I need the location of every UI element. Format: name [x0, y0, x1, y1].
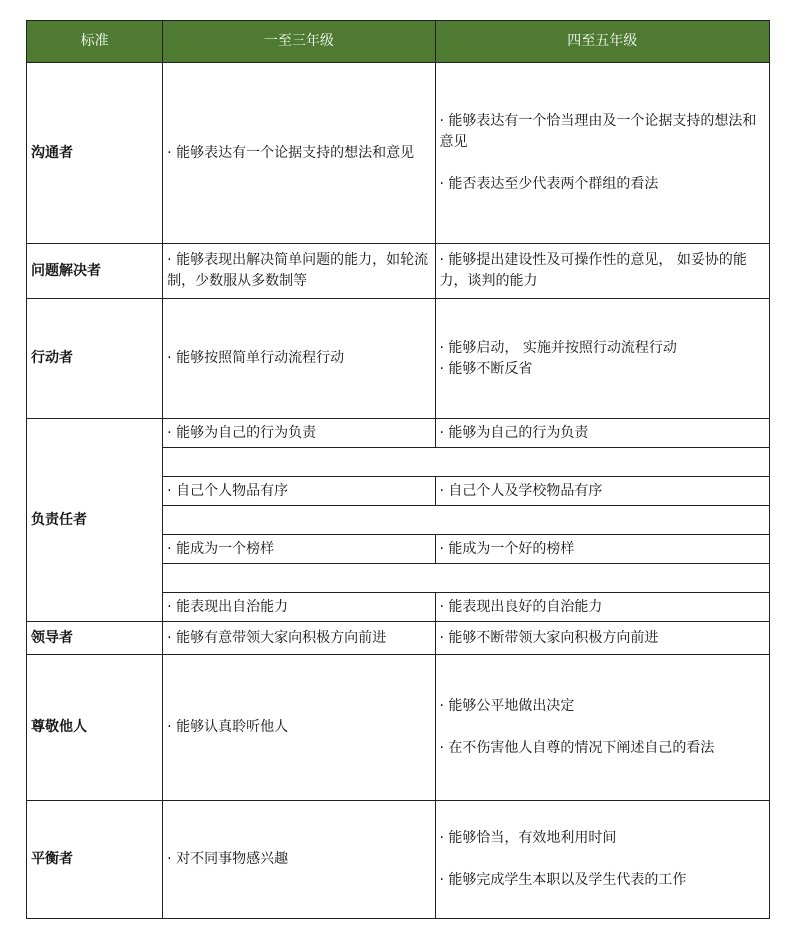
category-responsible: 负责任者: [27, 419, 163, 622]
problem-solver-g13: · 能够表现出解决简单问题的能力，如轮流制，少数服从多数制等: [163, 244, 435, 299]
responsible-g13-3: · 能成为一个榜样: [163, 535, 435, 564]
communicator-g45-item-2: · 能否表达至少代表两个群组的看法: [439, 176, 659, 192]
doer-g45-item-1: · 能够启动， 实施并按照行动流程行动: [439, 339, 677, 356]
leader-g13: · 能够有意带领大家向积极方向前进: [163, 622, 435, 655]
doer-g45: [435, 299, 769, 419]
respect-g13: · 能够认真聆听他人: [163, 655, 435, 801]
category-problem-solver: 问题解决者: [27, 244, 163, 299]
communicator-g45-item-1: · 能够表达有一个恰当理由及一个论据支持的想法和意见: [439, 113, 757, 150]
balanced-g13: · 对不同事物感兴趣: [163, 801, 435, 919]
row-balanced: [27, 801, 770, 919]
row-responsible-1: [27, 419, 770, 448]
category-balanced: 平衡者: [27, 801, 163, 919]
header-criteria: 标准: [27, 21, 163, 63]
standards-table: [26, 20, 770, 919]
responsible-g45-3: · 能成为一个好的榜样: [435, 535, 769, 564]
responsible-spacer: [163, 448, 770, 477]
row-respect: [27, 655, 770, 801]
balanced-g45-item-2: · 能够完成学生本职以及学生代表的工作: [439, 872, 687, 888]
responsible-spacer: [163, 564, 770, 593]
communicator-g13: · 能够表达有一个论据支持的想法和意见: [163, 63, 435, 244]
responsible-g45-2: · 自己个人及学校物品有序: [435, 477, 769, 506]
doer-g13: · 能够按照简单行动流程行动: [163, 299, 435, 419]
respect-g45-item-1: · 能够公平地做出决定: [439, 698, 575, 714]
row-doer: [27, 299, 770, 419]
communicator-g45: [435, 63, 769, 244]
respect-g45-item-2: · 在不伤害他人自尊的情况下阐述自己的看法: [439, 740, 715, 756]
responsible-spacer: [163, 506, 770, 535]
responsible-g13-2: · 自己个人物品有序: [163, 477, 435, 506]
balanced-g45-item-1: · 能够恰当，有效地利用时间: [439, 830, 617, 846]
category-communicator: 沟通者: [27, 63, 163, 244]
responsible-g13-1: · 能够为自己的行为负责: [163, 419, 435, 448]
doer-g45-item-2: · 能够不断反省: [439, 360, 533, 377]
responsible-g45-4: · 能表现出良好的自治能力: [435, 593, 769, 622]
category-doer: 行动者: [27, 299, 163, 419]
leader-g45: · 能够不断带领大家向积极方向前进: [435, 622, 769, 655]
header-row: [27, 21, 770, 63]
balanced-g45: [435, 801, 769, 919]
responsible-g13-4: · 能表现出自治能力: [163, 593, 435, 622]
row-problem-solver: [27, 244, 770, 299]
header-grades-1-3: 一至三年级: [163, 21, 435, 63]
header-grades-4-5: 四至五年级: [435, 21, 769, 63]
problem-solver-g45: · 能够提出建设性及可操作性的意见， 如妥协的能力，谈判的能力: [435, 244, 769, 299]
responsible-g45-1: · 能够为自己的行为负责: [435, 419, 769, 448]
row-communicator: [27, 63, 770, 244]
respect-g45: [435, 655, 769, 801]
category-respect: 尊敬他人: [27, 655, 163, 801]
row-leader: [27, 622, 770, 655]
category-leader: 领导者: [27, 622, 163, 655]
